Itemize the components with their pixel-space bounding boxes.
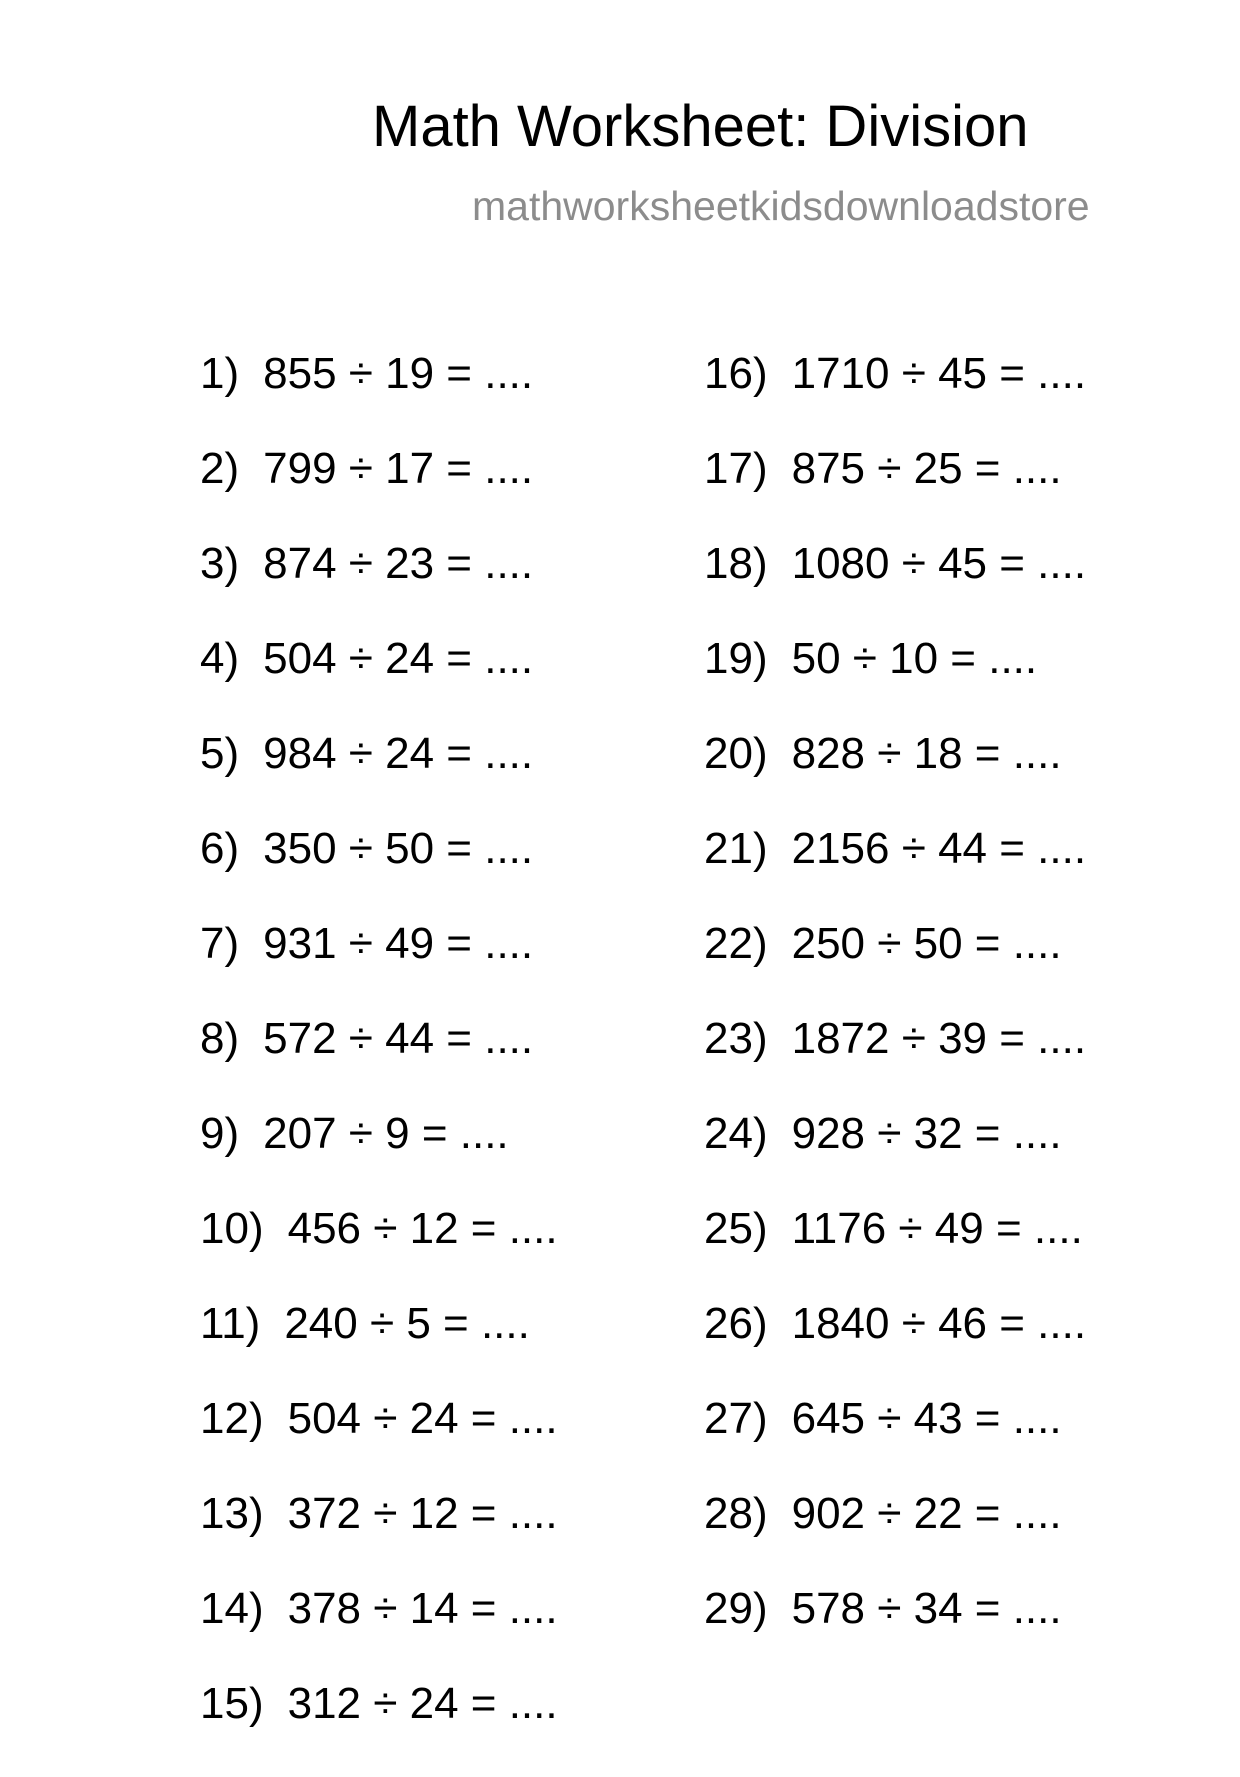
problem-item [704,1584,1086,1682]
problem-number: 10) [200,1204,264,1253]
problem-expression: 504 ÷ 24 = .... [287,1394,558,1443]
problem-number: 9) [200,1109,240,1158]
problem-item [200,1679,558,1777]
problem-number: 23) [704,1014,768,1063]
problem-item [704,1394,1086,1492]
problem-item [704,444,1086,542]
problem-expression: 1710 ÷ 45 = .... [791,349,1087,398]
problem-number: 18) [704,539,768,588]
problem-number: 3) [200,539,240,588]
problem-item [200,1394,558,1492]
problem-item [200,634,558,732]
problem-number: 7) [200,919,240,968]
problem-expression: 504 ÷ 24 = .... [263,634,534,683]
problem-expression: 1176 ÷ 49 = .... [791,1204,1083,1253]
problem-expression: 984 ÷ 24 = .... [263,729,534,778]
problem-number: 14) [200,1584,264,1633]
problem-item [200,539,558,637]
problem-item [200,1584,558,1682]
problem-expression: 855 ÷ 19 = .... [263,349,534,398]
problem-item [704,729,1086,827]
problem-number: 26) [704,1299,768,1348]
problem-number: 1) [200,349,240,398]
problem-expression: 799 ÷ 17 = .... [263,444,534,493]
problem-number: 21) [704,824,768,873]
problem-number: 17) [704,444,768,493]
problem-expression: 578 ÷ 34 = .... [791,1584,1062,1633]
problem-number: 22) [704,919,768,968]
problem-expression: 2156 ÷ 44 = .... [791,824,1087,873]
problem-number: 4) [200,634,240,683]
problem-item [704,349,1087,447]
problem-number: 20) [704,729,768,778]
problem-item [200,729,558,827]
problem-item [704,919,1086,1017]
problem-expression: 1872 ÷ 39 = .... [791,1014,1087,1063]
problem-item [200,1014,558,1112]
problem-item [704,1299,1087,1397]
problem-item [200,1299,558,1397]
problem-column-left [200,349,558,1777]
problem-item [200,824,558,922]
problem-expression: 931 ÷ 49 = .... [263,919,534,968]
problem-item [704,1109,1086,1207]
problem-expression: 902 ÷ 22 = .... [791,1489,1062,1538]
problem-column-right [704,349,1087,1682]
problem-number: 13) [200,1489,264,1538]
problem-number: 6) [200,824,240,873]
problem-number: 28) [704,1489,768,1538]
problem-number: 5) [200,729,240,778]
problem-number: 15) [200,1679,264,1728]
problem-number: 2) [200,444,240,493]
problem-expression: 875 ÷ 25 = .... [791,444,1062,493]
problem-expression: 928 ÷ 32 = .... [791,1109,1062,1158]
problem-expression: 372 ÷ 12 = .... [287,1489,558,1538]
problem-number: 11) [200,1299,261,1348]
problem-expression: 645 ÷ 43 = .... [791,1394,1062,1443]
problem-item [200,919,558,1017]
problem-number: 27) [704,1394,768,1443]
problem-item [200,1204,558,1302]
worksheet-title: Math Worksheet: Division [372,94,1029,159]
problem-expression: 50 ÷ 10 = .... [791,634,1038,683]
problem-item [704,1204,1086,1302]
problem-expression: 1840 ÷ 46 = .... [791,1299,1087,1348]
problem-item [704,824,1087,922]
problem-number: 24) [704,1109,768,1158]
problem-expression: 207 ÷ 9 = .... [263,1109,509,1158]
worksheet-subtitle: mathworksheetkidsdownloadstore [472,183,1090,229]
problem-expression: 250 ÷ 50 = .... [791,919,1062,968]
problem-number: 29) [704,1584,768,1633]
problem-item [200,1489,558,1587]
problem-number: 16) [704,349,768,398]
problem-item [200,444,558,542]
problem-expression: 572 ÷ 44 = .... [263,1014,534,1063]
problem-expression: 456 ÷ 12 = .... [287,1204,558,1253]
problem-item [704,1489,1086,1587]
problem-expression: 874 ÷ 23 = .... [263,539,534,588]
problem-expression: 378 ÷ 14 = .... [287,1584,558,1633]
problem-expression: 1080 ÷ 45 = .... [791,539,1087,588]
problem-number: 25) [704,1204,768,1253]
problem-item [704,634,1086,732]
problem-expression: 240 ÷ 5 = .... [284,1299,530,1348]
problem-item [704,539,1087,637]
problem-expression: 828 ÷ 18 = .... [791,729,1062,778]
problem-number: 12) [200,1394,264,1443]
problem-number: 8) [200,1014,240,1063]
problem-number: 19) [704,634,768,683]
problem-expression: 312 ÷ 24 = .... [287,1679,558,1728]
problem-item [200,349,558,447]
problem-item [200,1109,558,1207]
problem-item [704,1014,1087,1112]
problem-expression: 350 ÷ 50 = .... [263,824,534,873]
